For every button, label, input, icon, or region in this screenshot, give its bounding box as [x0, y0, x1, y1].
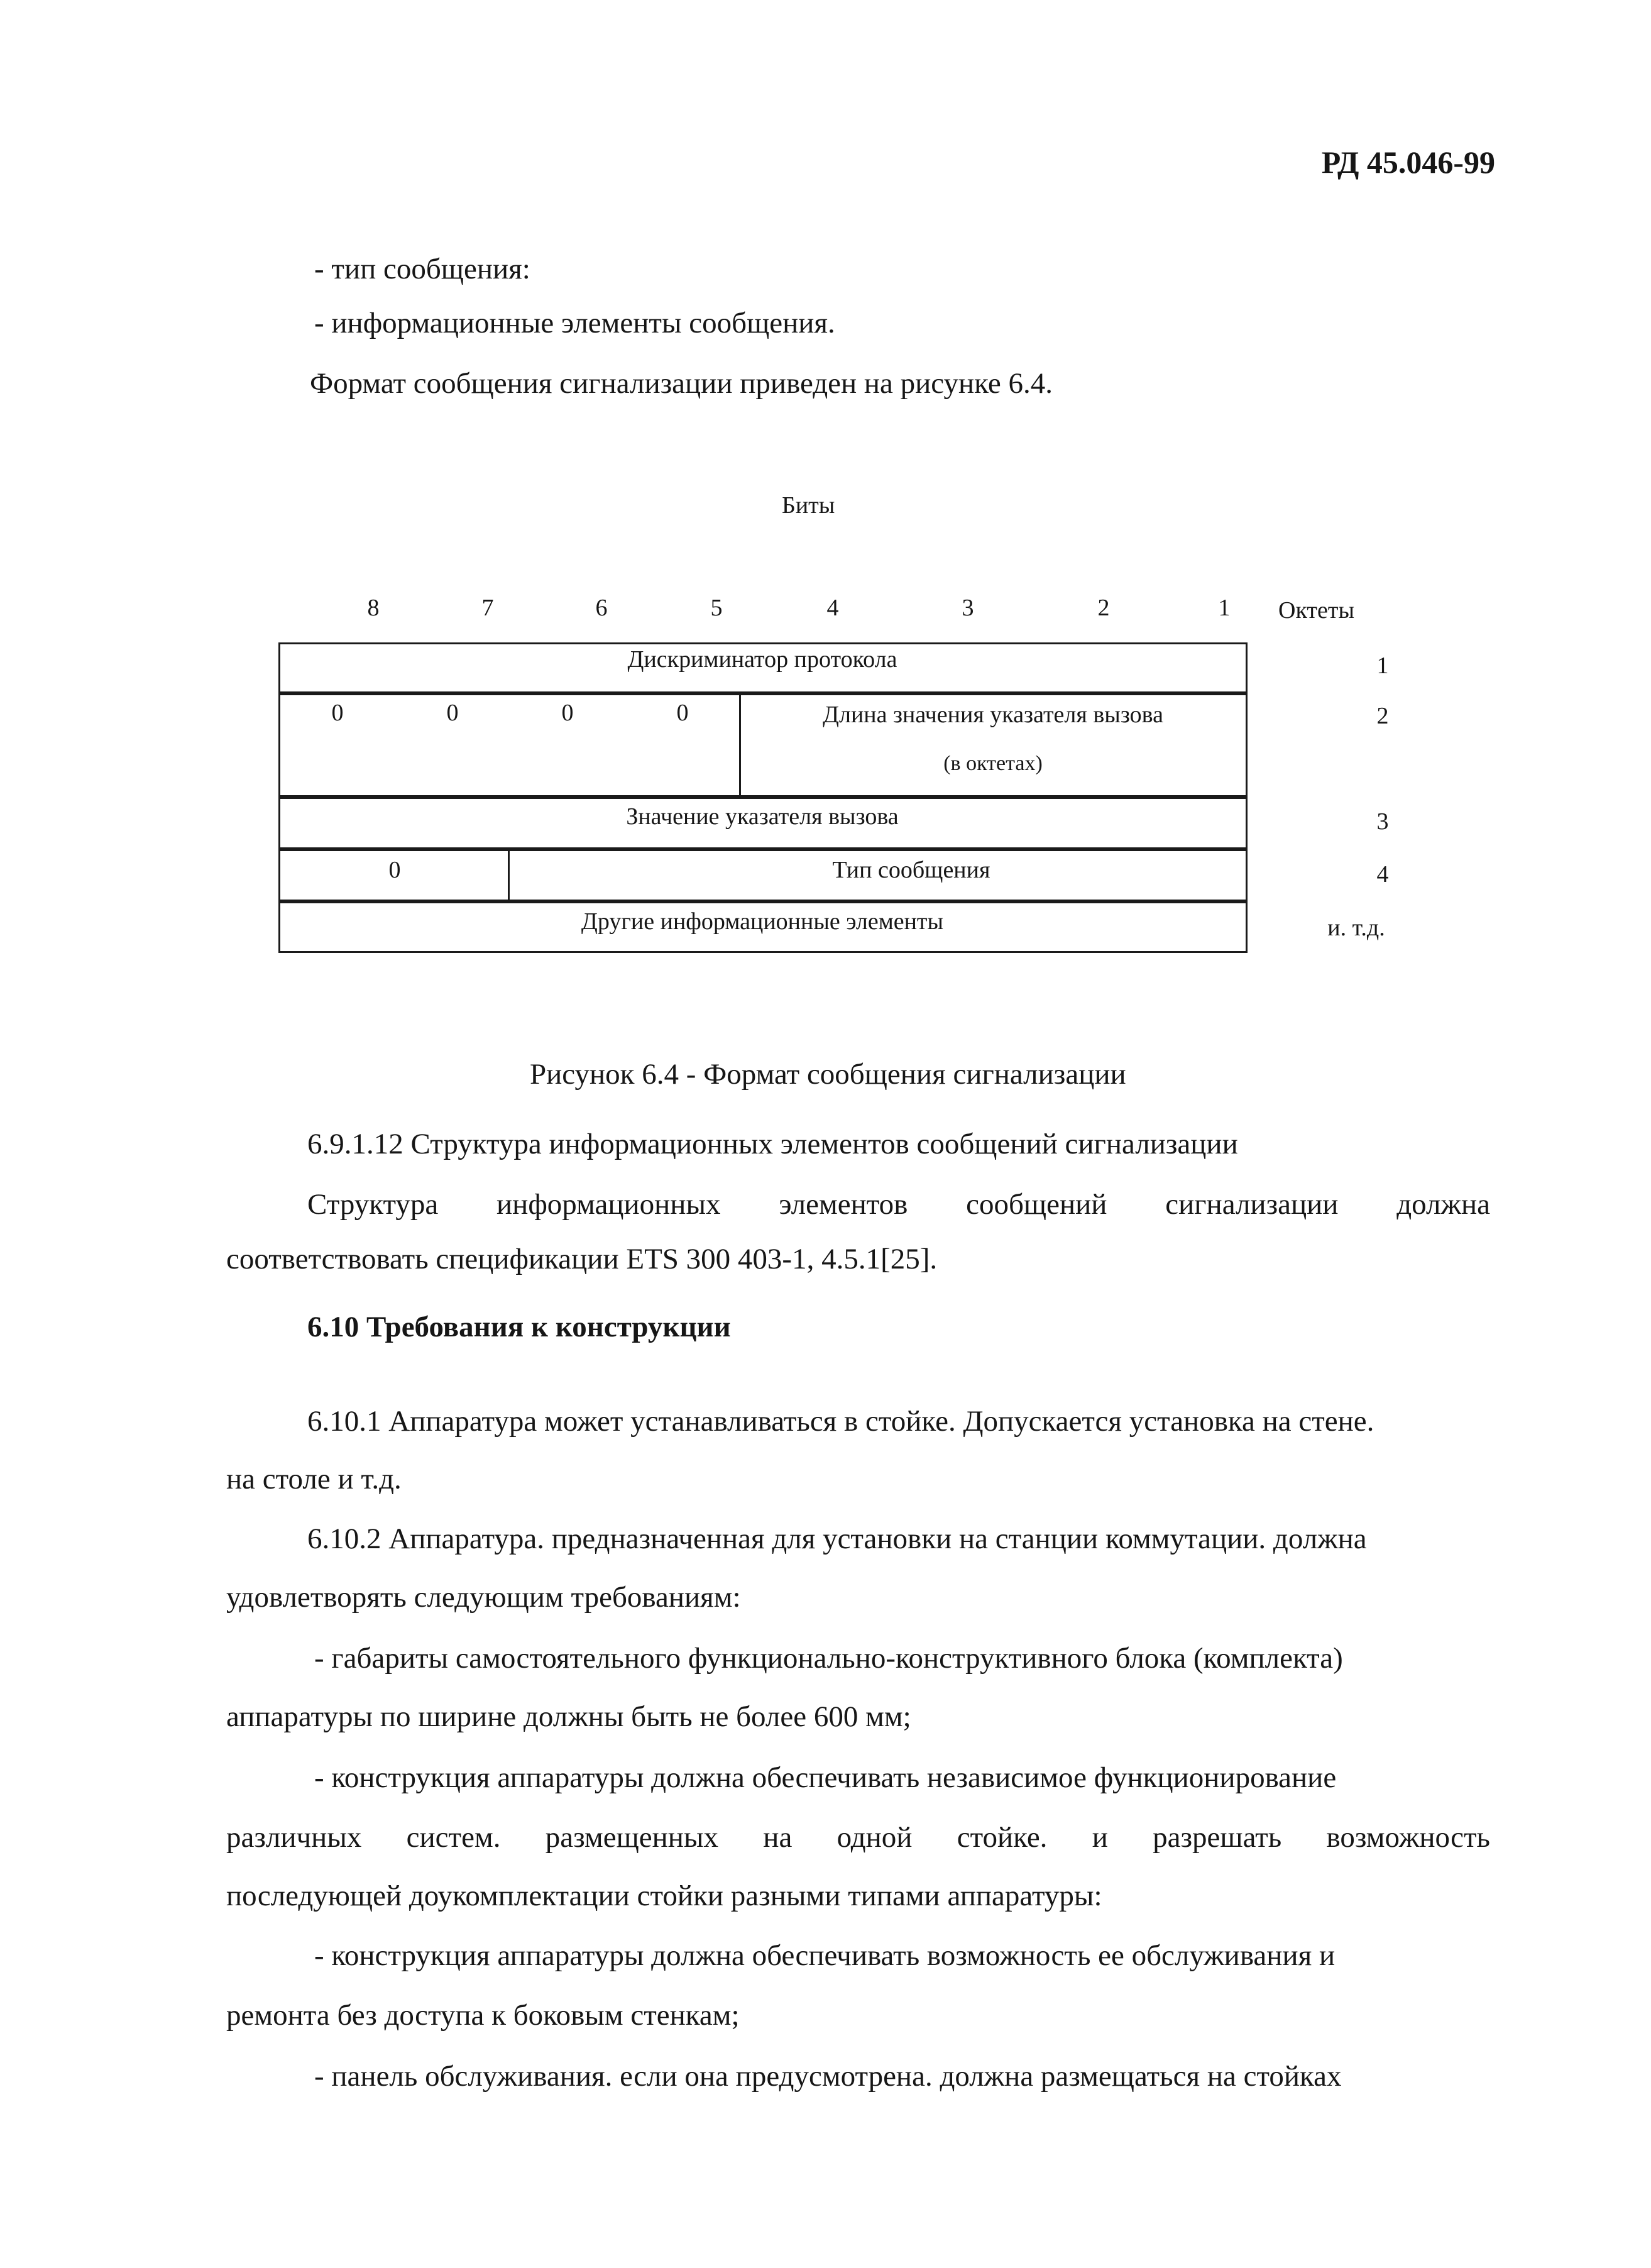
requirement-bullet-4-line1: - панель обслуживания. если она предусмотрена. должна размещаться на стойках [314, 2060, 1342, 2093]
row-divider [739, 693, 741, 797]
word: сообщений [966, 1188, 1107, 1221]
spare-bit: 0 [388, 857, 401, 883]
word: сигнализации [1165, 1188, 1339, 1221]
spare-bit: 0 [331, 700, 344, 726]
clause-6-10-2-line2: удовлетворять следующим требованиям: [226, 1581, 741, 1614]
word: Структура [307, 1188, 439, 1221]
word: элементов [779, 1188, 908, 1221]
protocol-discriminator-label: Дискриминатор протокола [627, 646, 897, 673]
word: информационных [496, 1188, 721, 1221]
octet-number: 3 [1376, 808, 1389, 835]
octets-label: Октеты [1278, 597, 1355, 624]
clause-6-10-2-line1: 6.10.2 Аппаратура. предназначенная для установки на станции коммутации. должна [307, 1522, 1367, 1555]
call-reference-length-label: Длина значения указателя вызова [823, 702, 1163, 728]
row-divider [508, 849, 510, 901]
intro-item-info-elements: - информационные элементы сообщения. [314, 307, 835, 339]
section-6-9-1-12-paragraph-line1 [307, 1190, 1490, 1219]
figure-reference: Формат сообщения сигнализации приведен на рисунке 6.4. [310, 367, 1053, 400]
call-reference-value-label: Значение указателя вызова [626, 803, 899, 830]
bit-number: 1 [1218, 595, 1231, 621]
word: стойке. [957, 1821, 1048, 1854]
clause-6-10-1-line1: 6.10.1 Аппаратура может устанавливаться в стойке. Допускается установка на стене. [307, 1405, 1374, 1438]
bit-number: 8 [367, 595, 380, 621]
requirement-bullet-2-line1: - конструкция аппаратуры должна обеспечивать независимое функционирование [314, 1761, 1337, 1794]
octet-number: 1 [1376, 652, 1389, 679]
requirement-bullet-2-line3: последующей доукомплектации стойки разными типами аппаратуры: [226, 1880, 1102, 1912]
intro-item-message-type: - тип сообщения: [314, 253, 530, 285]
message-type-label: Тип сообщения [832, 857, 990, 883]
message-type-cell [278, 849, 1248, 901]
bit-number: 6 [595, 595, 608, 621]
section-6-9-1-12-paragraph-line2: соответствовать спецификации ETS 300 403-1, 4.5.1[25]. [226, 1243, 938, 1275]
spare-bit: 0 [446, 700, 459, 726]
word: и [1092, 1821, 1108, 1854]
word: различных [226, 1821, 362, 1854]
requirement-bullet-1-line2: аппаратуры по ширине должны быть не более 600 мм; [226, 1700, 911, 1733]
requirement-bullet-1-line1: - габариты самостоятельного функционально-конструктивного блока (комплекта) [314, 1642, 1343, 1675]
requirement-bullet-3-line1: - конструкция аппаратуры должна обеспечивать возможность ее обслуживания и [314, 1939, 1336, 1972]
octet-number: 2 [1376, 703, 1389, 729]
section-6-10-heading: 6.10 Требования к конструкции [307, 1311, 731, 1343]
bit-number: 5 [710, 595, 723, 621]
figure-caption: Рисунок 6.4 - Формат сообщения сигнализации [530, 1058, 1126, 1091]
clause-6-10-1-line2: на столе и т.д. [226, 1463, 402, 1495]
document-code: РД 45.046-99 [1321, 145, 1495, 180]
bit-number: 3 [962, 595, 974, 621]
bit-number: 7 [481, 595, 494, 621]
word: на [763, 1821, 793, 1854]
section-6-9-1-12-heading: 6.9.1.12 Структура информационных элементов сообщений сигнализации [307, 1128, 1238, 1160]
word: одной [836, 1821, 913, 1854]
requirement-bullet-2-line2 [226, 1823, 1490, 1852]
call-reference-length-unit: (в октетах) [943, 752, 1043, 775]
word: размещенных [545, 1821, 719, 1854]
requirement-bullet-3-line2: ремонта без доступа к боковым стенкам; [226, 1999, 740, 2032]
octet-number: и. т.д. [1327, 915, 1385, 941]
spare-bit: 0 [676, 700, 689, 726]
bits-title: Биты [782, 492, 835, 519]
other-info-elements-label: Другие информационные элементы [581, 908, 944, 935]
spare-bit: 0 [561, 700, 574, 726]
word: должна [1396, 1188, 1490, 1221]
word: разрешать [1153, 1821, 1282, 1854]
word: систем. [406, 1821, 501, 1854]
bit-number: 4 [826, 595, 839, 621]
octet-number: 4 [1376, 861, 1389, 888]
word: возможность [1326, 1821, 1490, 1854]
bit-number: 2 [1097, 595, 1110, 621]
